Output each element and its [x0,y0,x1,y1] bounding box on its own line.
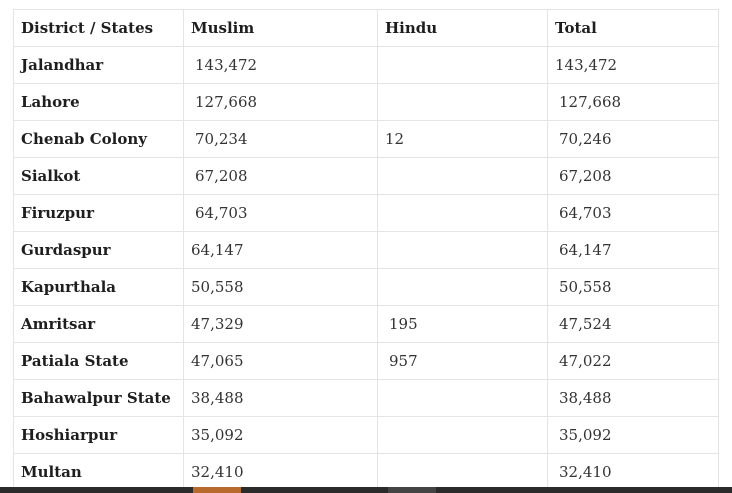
total-cell: 47,022 [548,343,719,380]
hindu-cell: 195 [378,306,548,343]
table-row [14,84,719,121]
table-body [14,47,719,491]
hindu-cell: 957 [378,343,548,380]
muslim-cell: 70,234 [184,121,378,158]
muslim-cell: 127,668 [184,84,378,121]
district-cell: Sialkot [14,158,184,195]
total-cell: 70,246 [548,121,719,158]
district-cell: Multan [14,454,184,491]
bottom-bar-segment [388,487,436,493]
total-cell: 64,147 [548,232,719,269]
table-row [14,454,719,491]
muslim-cell: 35,092 [184,417,378,454]
district-cell: Kapurthala [14,269,184,306]
header-muslim: Muslim [184,10,378,47]
district-cell: Firuzpur [14,195,184,232]
table-row [14,158,719,195]
table-row [14,343,719,380]
district-cell: Lahore [14,84,184,121]
hindu-cell [378,269,548,306]
muslim-cell: 64,703 [184,195,378,232]
total-cell: 127,668 [548,84,719,121]
bottom-bar-accent-segment [193,487,241,493]
muslim-cell: 47,329 [184,306,378,343]
hindu-cell [378,232,548,269]
hindu-cell: 12 [378,121,548,158]
muslim-cell: 143,472 [184,47,378,84]
hindu-cell [378,47,548,84]
header-district: District / States [14,10,184,47]
header-hindu: Hindu [378,10,548,47]
total-cell: 64,703 [548,195,719,232]
table-row [14,380,719,417]
table-row [14,306,719,343]
header-total: Total [548,10,719,47]
table-row [14,417,719,454]
hindu-cell [378,158,548,195]
district-cell: Bahawalpur State [14,380,184,417]
bottom-scroll-bar[interactable] [0,487,732,493]
hindu-cell [378,84,548,121]
total-cell: 143,472 [548,47,719,84]
total-cell: 35,092 [548,417,719,454]
hindu-cell [378,454,548,491]
total-cell: 50,558 [548,269,719,306]
district-cell: Patiala State [14,343,184,380]
muslim-cell: 32,410 [184,454,378,491]
table-header-row [14,10,719,47]
population-table [13,9,719,491]
district-cell: Jalandhar [14,47,184,84]
muslim-cell: 67,208 [184,158,378,195]
total-cell: 32,410 [548,454,719,491]
district-cell: Chenab Colony [14,121,184,158]
table-row [14,47,719,84]
muslim-cell: 47,065 [184,343,378,380]
total-cell: 38,488 [548,380,719,417]
muslim-cell: 64,147 [184,232,378,269]
total-cell: 47,524 [548,306,719,343]
hindu-cell [378,195,548,232]
table-row [14,195,719,232]
total-cell: 67,208 [548,158,719,195]
population-table-container [13,9,718,491]
table-row [14,121,719,158]
muslim-cell: 38,488 [184,380,378,417]
table-row [14,232,719,269]
district-cell: Amritsar [14,306,184,343]
hindu-cell [378,380,548,417]
district-cell: Hoshiarpur [14,417,184,454]
table-row [14,269,719,306]
muslim-cell: 50,558 [184,269,378,306]
hindu-cell [378,417,548,454]
district-cell: Gurdaspur [14,232,184,269]
